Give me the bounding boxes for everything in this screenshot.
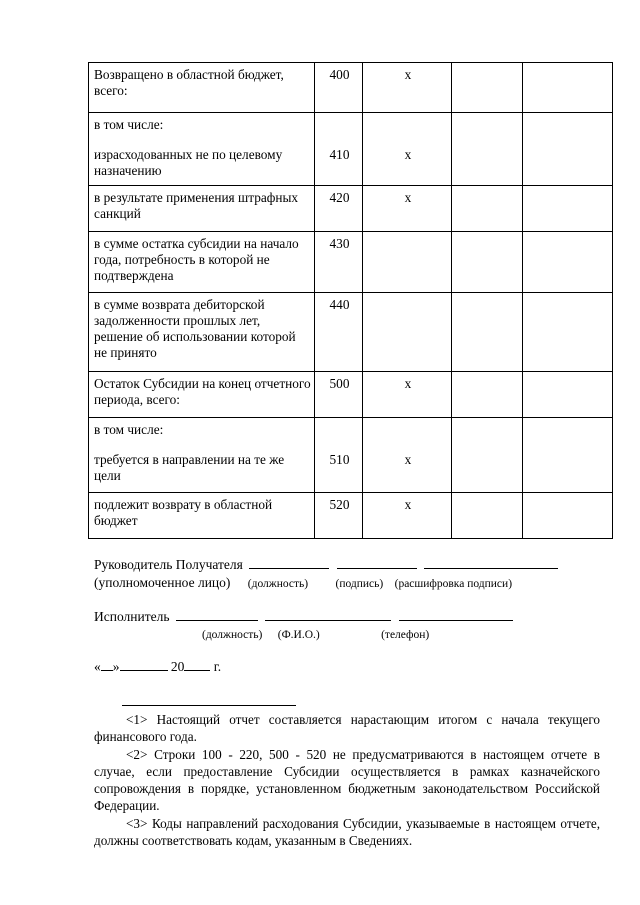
value-cell xyxy=(523,63,613,113)
value-cell xyxy=(452,293,523,372)
value-cell xyxy=(523,293,613,372)
table-row xyxy=(89,63,613,113)
year-blank xyxy=(184,658,210,671)
row-mark xyxy=(363,232,452,293)
value-cell xyxy=(523,232,613,293)
executor-phone-line xyxy=(399,608,513,621)
row-label-cell xyxy=(89,418,315,493)
value-cell xyxy=(523,418,613,493)
x-mark: x xyxy=(404,67,412,82)
head-label-line1: Руководитель Получателя xyxy=(94,557,243,572)
caption-position: (должность) xyxy=(247,578,309,590)
caption-decode: (расшифровка подписи) xyxy=(394,578,513,590)
month-blank xyxy=(120,658,168,671)
row-code: 510 xyxy=(329,452,350,467)
x-mark: x xyxy=(404,452,412,467)
date-quote-close: » xyxy=(112,659,120,674)
table-row xyxy=(89,418,613,493)
table-row xyxy=(89,372,613,418)
row-mark xyxy=(363,493,452,539)
value-cell xyxy=(452,372,523,418)
footnotes xyxy=(94,711,600,849)
value-cell xyxy=(452,186,523,232)
executor-block xyxy=(94,608,594,643)
value-cell xyxy=(452,63,523,113)
row-label: в сумме возврата дебиторской задолженности прошлых лет, решение об использовании которой не принято xyxy=(89,293,315,372)
table-row xyxy=(89,493,613,539)
signature-blank-line xyxy=(337,556,417,569)
row-code-cell xyxy=(315,418,363,493)
row-code-cell xyxy=(315,113,363,186)
value-cell xyxy=(452,418,523,493)
row-mark-cell xyxy=(363,418,452,493)
row-label: требуется в направлении на те же цели xyxy=(94,452,285,483)
row-code: 440 xyxy=(315,293,363,372)
head-label-line2: (уполномоченное лицо) xyxy=(94,575,231,590)
row-mark xyxy=(363,63,452,113)
row-code: 400 xyxy=(315,63,363,113)
x-mark: x xyxy=(404,497,412,512)
x-mark: x xyxy=(404,376,412,391)
row-mark-cell xyxy=(363,113,452,186)
table-row xyxy=(89,113,613,186)
row-label: израсходованных не по целевому назначению xyxy=(94,147,283,178)
executor-caption-phone: (телефон) xyxy=(381,629,430,641)
value-cell xyxy=(452,232,523,293)
table-row xyxy=(89,186,613,232)
row-code: 420 xyxy=(315,186,363,232)
x-mark: x xyxy=(404,190,412,205)
day-blank xyxy=(101,658,113,671)
executor-position-line xyxy=(176,608,258,621)
date-suffix: г. xyxy=(213,659,222,674)
row-label: в результате применения штрафных санкций xyxy=(89,186,315,232)
position-blank-line xyxy=(249,556,329,569)
value-cell xyxy=(523,113,613,186)
row-code: 410 xyxy=(329,147,350,162)
value-cell xyxy=(523,186,613,232)
date-quote-open: « xyxy=(94,659,101,674)
value-cell xyxy=(523,372,613,418)
date-year-prefix: 20 xyxy=(170,659,185,674)
row-code: 500 xyxy=(315,372,363,418)
row-mark xyxy=(363,372,452,418)
executor-caption-position: (должность) xyxy=(202,629,263,641)
footnote-separator xyxy=(122,705,296,706)
row-code: 430 xyxy=(315,232,363,293)
row-prefix: в том числе: xyxy=(94,422,164,437)
x-mark: x xyxy=(404,147,412,162)
decode-blank-line xyxy=(424,556,558,569)
caption-signature: (подпись) xyxy=(335,578,384,590)
head-signature-block xyxy=(94,556,594,592)
row-label: в сумме остатка субсидии на начало года, потребность в которой не подтверждена xyxy=(89,232,315,293)
row-label: подлежит возврату в областной бюджет xyxy=(89,493,315,539)
value-cell xyxy=(452,113,523,186)
table-row xyxy=(89,232,613,293)
executor-name-line xyxy=(265,608,391,621)
row-mark xyxy=(363,186,452,232)
subsidy-report-table xyxy=(88,62,613,539)
executor-caption-name: (Ф.И.О.) xyxy=(277,629,320,641)
date-line xyxy=(94,658,221,675)
row-label: Остаток Субсидии на конец отчетного периода, всего: xyxy=(89,372,315,418)
row-code: 520 xyxy=(315,493,363,539)
value-cell xyxy=(452,493,523,539)
footnote-2: <2> Строки 100 - 220, 500 - 520 не предусматриваются в настоящем отчете в случае, если предоставление Субсидии осуществляется в рамках казначейского сопровождения в порядке, установленном бюджетным законодательством Российской Федерации. xyxy=(94,746,600,814)
row-mark xyxy=(363,293,452,372)
row-label-cell xyxy=(89,113,315,186)
table-row xyxy=(89,293,613,372)
row-label: Возвращено в областной бюджет, всего: xyxy=(89,63,315,113)
value-cell xyxy=(523,493,613,539)
footnote-3: <3> Коды направлений расходования Субсидии, указываемые в настоящем отчете, должны соответствовать кодам, указанным в Сведениях. xyxy=(94,815,600,849)
row-prefix: в том числе: xyxy=(94,117,164,132)
footnote-1: <1> Настоящий отчет составляется нарастающим итогом с начала текущего финансового года. xyxy=(94,712,600,745)
executor-label: Исполнитель xyxy=(94,609,170,624)
